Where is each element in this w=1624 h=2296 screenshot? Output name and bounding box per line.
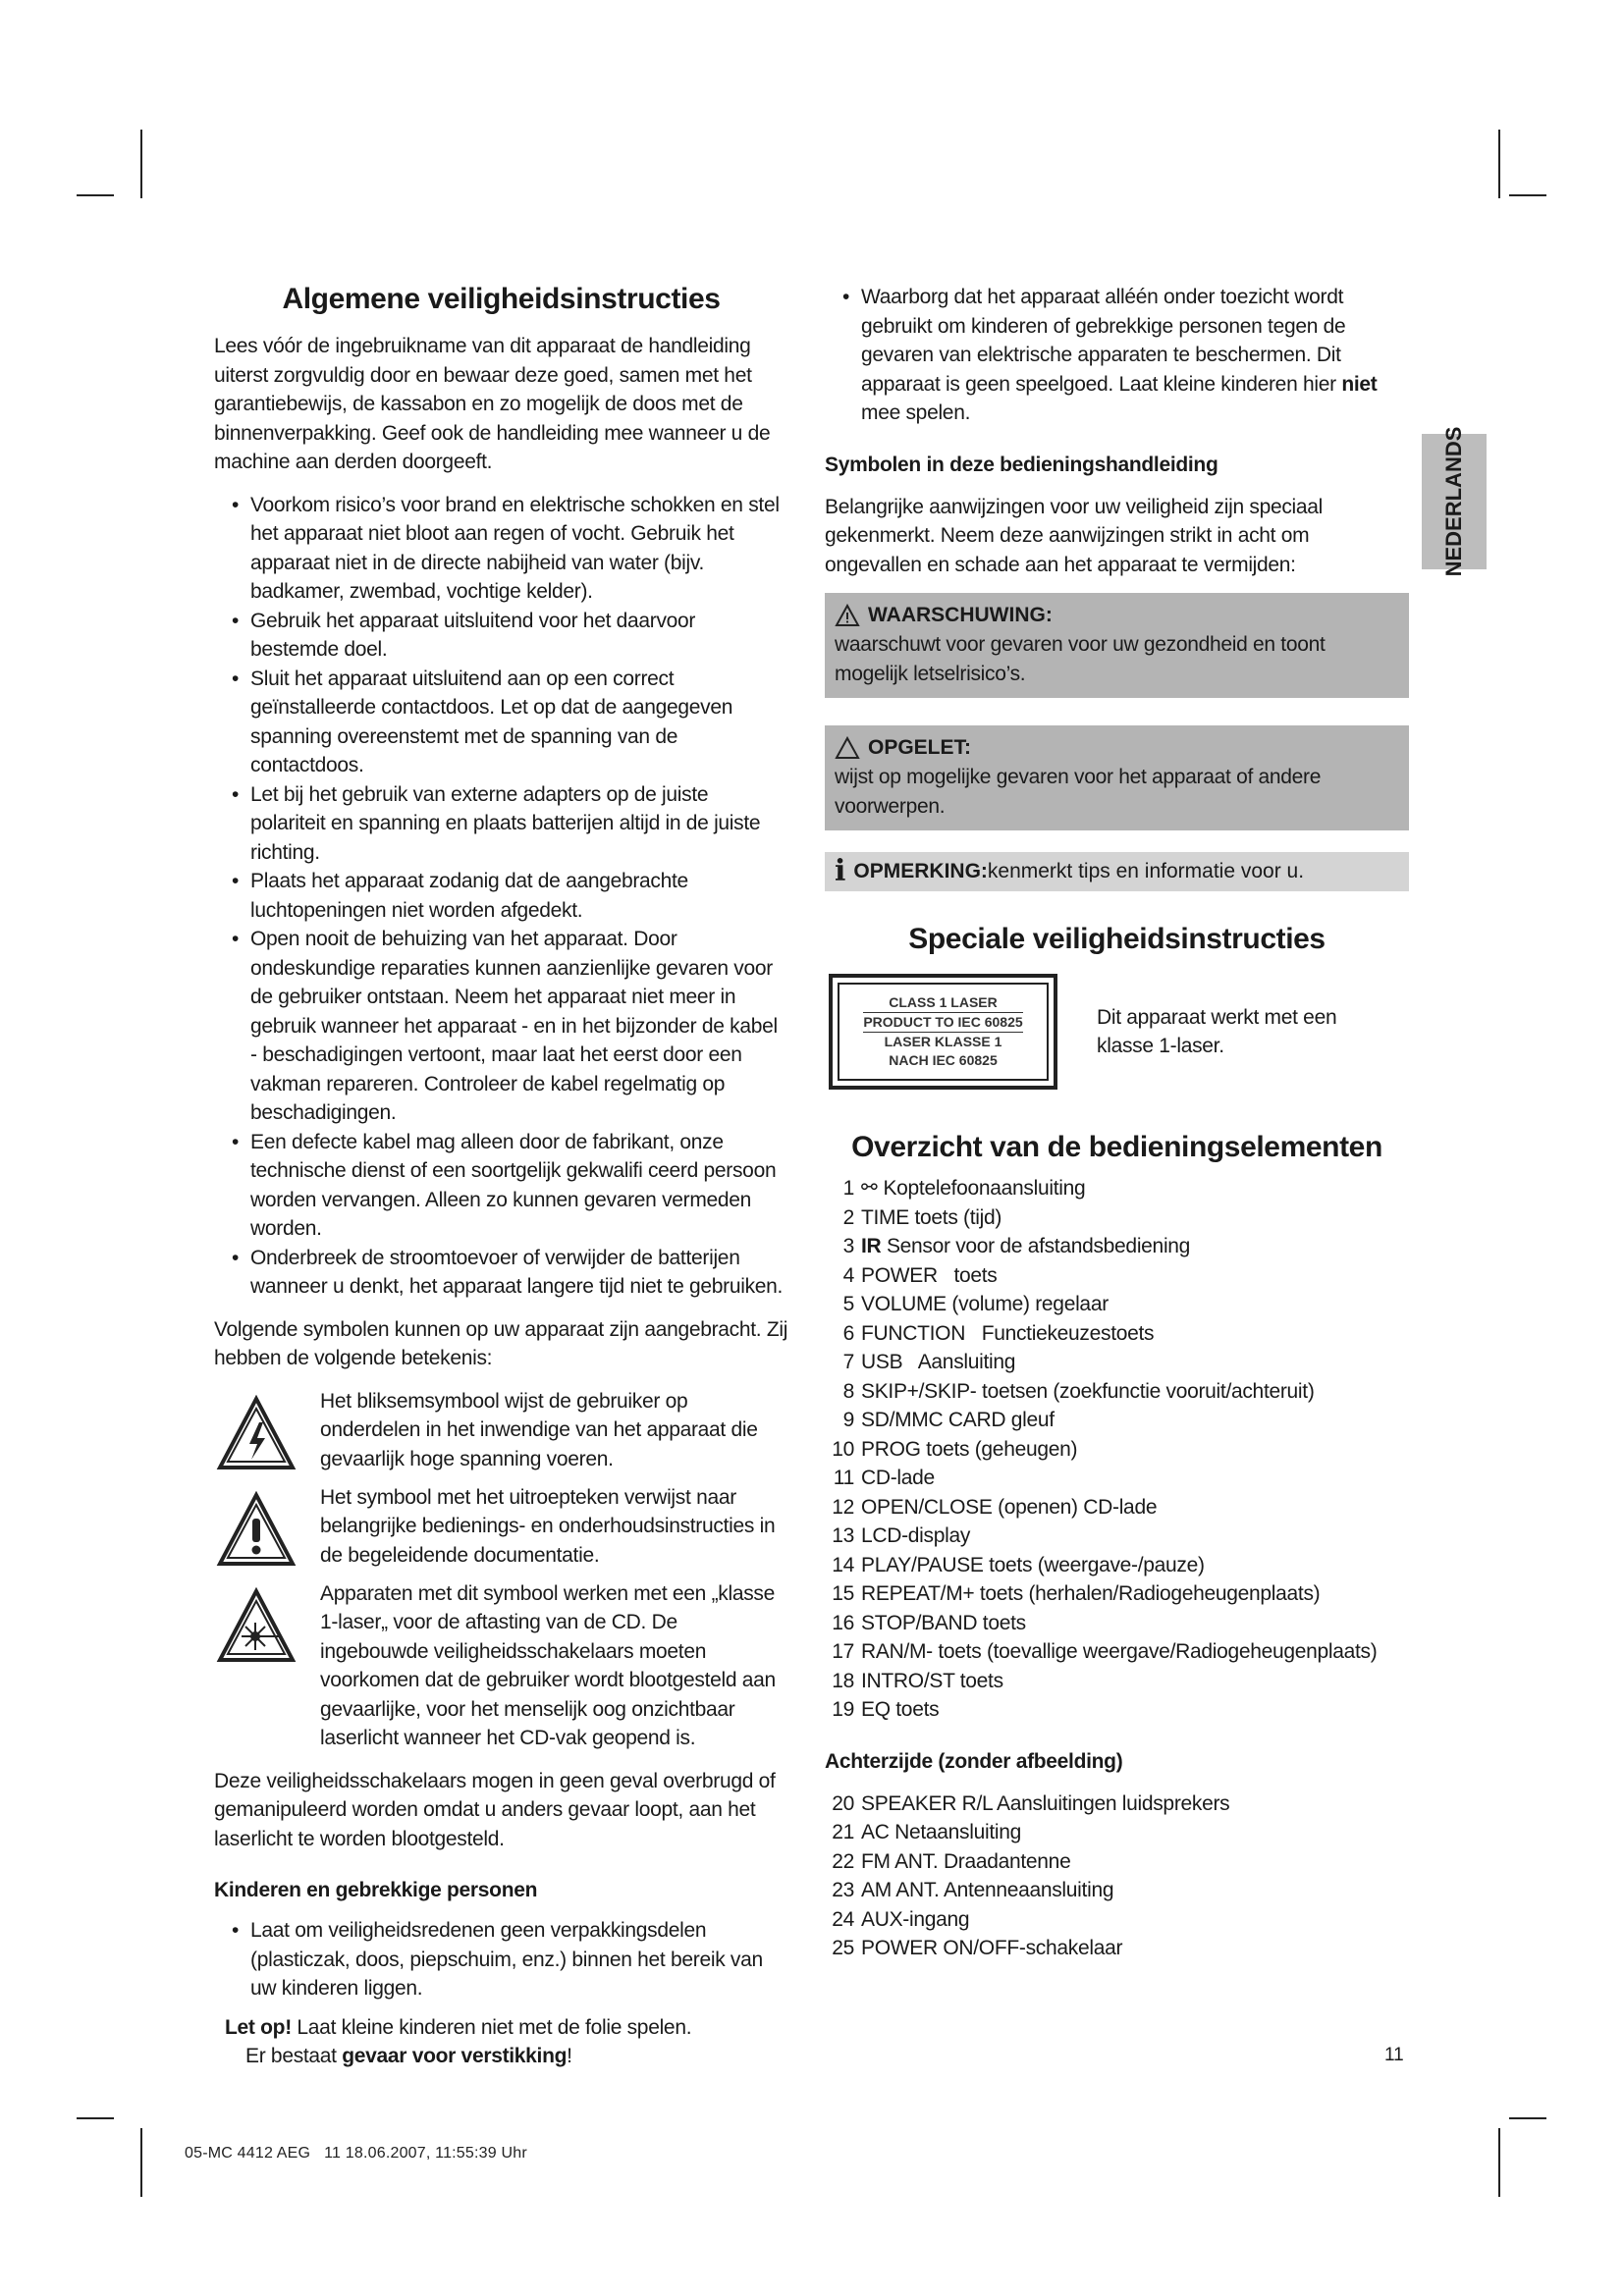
exclamation-symbol-text: Het symbool met het uitroepteken verwijst naar belangrijke bedienings- en onderhoudsinstructies in de begeleidende documentatie.: [320, 1485, 776, 1567]
caution-box: [825, 725, 1409, 830]
children-heading: Kinderen en gebrekkige personen: [214, 1879, 538, 1901]
list-item: 6 FUNCTION Functiekeuzestoets: [842, 1321, 1155, 1345]
special-title: Speciale veiligheidsinstructies: [908, 923, 1326, 955]
list-item: [825, 283, 1409, 428]
symbols-intro: Volgende symbolen kunnen op uw apparaat zijn aangebracht. Zij hebben de volgende betekenis:: [214, 1317, 788, 1369]
warning-title: WAARSCHUWING:: [868, 604, 1053, 626]
intro-paragraph: Lees vóór de ingebruikname van dit apparaat de handleiding uiterst zorgvuldig door en bewaar deze goed, samen met het garantiebewijs, de kassabon en zo mogelijk de doos met de binnenverpakking. Geef ook de handleiding mee wanneer u de machine aan derden doorgeeft.: [214, 335, 771, 473]
symbol-row-exclamation: [214, 1483, 788, 1572]
crop-mark: [77, 194, 114, 196]
note-text: kenmerkt tips en informatie voor u.: [987, 860, 1305, 882]
list-item: 22 FM ANT. Draadantenne: [832, 1849, 1071, 1873]
controls-title: Overzicht van de bedieningselementen: [851, 1131, 1382, 1163]
caution-triangle-icon: [835, 736, 860, 760]
warning-triangle-icon: [835, 604, 860, 627]
language-tab: [1422, 426, 1487, 577]
laser-text: Dit apparaat werkt met een klasse 1-laser.: [1097, 1005, 1337, 1057]
list-item: 14 PLAY/PAUSE toets (weergave-/pauze): [832, 1553, 1205, 1576]
list-item: 4 POWER toets: [842, 1263, 998, 1287]
crop-mark: [140, 130, 142, 198]
crop-mark: [1509, 2117, 1546, 2119]
list-item: • Laat om veiligheidsredenen geen verpakkingsdelen (plasticzak, doos, piepschuim, enz.) binnen het bereik van uw kinderen liggen.: [214, 1916, 788, 2003]
letop-line2-pre: Er bestaat: [245, 2045, 343, 2067]
symbols-heading: Symbolen in deze bedieningshandleiding: [825, 453, 1218, 476]
list-item: 16 STOP/BAND toets: [832, 1611, 1026, 1634]
list-item: 17 RAN/M- toets (toevallige weergave/Radiogeheugenplaats): [832, 1640, 1378, 1663]
list-item: 5 VOLUME (volume) regelaar: [842, 1293, 1109, 1315]
crop-mark: [1498, 130, 1500, 198]
crop-mark: [1509, 194, 1546, 196]
laser-class-label: [829, 974, 1057, 1090]
rear-heading: Achterzijde (zonder afbeelding): [825, 1749, 1123, 1773]
list-item: • Open nooit de behuizing van het apparaat. Door ondeskundige reparaties kunnen aanzienlijke gevaren voor de gebruiker ontstaan. Neem het apparaat niet meer in gebruik wanneer het apparaat - en in het bijzonder de kabel - beschadigingen vertoont, maar laat het eerst door een vakman repareren. Controleer de kabel regelmatig op beschadigingen.: [214, 925, 788, 1128]
list-item: 20 SPEAKER R/L Aansluitingen luidsprekers: [832, 1791, 1230, 1815]
lightning-warning-icon: [216, 1395, 297, 1475]
info-icon: i: [835, 854, 846, 888]
letop-text: Laat kleine kinderen niet met de folie spelen.: [291, 2015, 692, 2039]
caution-title: OPGELET:: [868, 736, 972, 759]
supervision-text: Waarborg dat het apparaat alléén onder toezicht wordt gebruikt om kinderen of gebrekkige personen tegen de gevaren van elektrische apparaten te beschermen. Dit apparaat is geen speelgoed. Laat kleine kinderen hier: [861, 286, 1346, 396]
letop-line-1: [214, 2013, 788, 2043]
crop-mark: [140, 2128, 142, 2197]
crop-mark: [1498, 2128, 1500, 2197]
page-number: 11: [1384, 2045, 1404, 2065]
laser-warning-icon: [216, 1587, 297, 1668]
list-item: 13 LCD-display: [832, 1524, 971, 1547]
list-item: 2 TIME toets (tijd): [842, 1205, 1002, 1229]
list-item: • Sluit het apparaat uitsluitend aan op een correct geïnstalleerde contactdoos. Let op dat de aangegeven spanning overeenstemt met de spanning van de contactdoos.: [214, 665, 788, 780]
list-item: 9 SD/MMC CARD gleuf: [842, 1409, 1055, 1431]
caution-text: wijst op mogelijke gevaren voor het apparaat of andere voorwerpen.: [835, 766, 1322, 818]
letop-line-2: [214, 2042, 788, 2071]
list-item: 11 CD-lade: [833, 1467, 935, 1489]
list-item: 12 OPEN/CLOSE (openen) CD-lade: [832, 1495, 1158, 1519]
symbol-row-laser: [214, 1579, 788, 1753]
warning-text: waarschuwt voor gevaren voor uw gezondheid en toont mogelijk letselrisico’s.: [835, 633, 1326, 685]
list-item: 21 AC Netaansluiting: [832, 1821, 1021, 1843]
list-item: • Een defecte kabel mag alleen door de fabrikant, onze technische dienst of een soortgelijk gekwalifi ceerd persoon worden vervangen. Alleen zo kunnen gevaren vermeden worden.: [214, 1128, 788, 1244]
list-item: 10 PROG toets (geheugen): [832, 1437, 1078, 1461]
laser-line: NACH IEC 60825: [889, 1052, 998, 1068]
laser-line: LASER KLASSE 1: [884, 1034, 1002, 1049]
supervision-bold: niet: [1341, 372, 1378, 396]
list-item: • Voorkom risico’s voor brand en elektrische schokken en stel het apparaat niet bloot aan regen of vocht. Gebruik het apparaat niet in de directe nabijheid van water (bijv. badkamer, zwembad, vochtige kelder).: [214, 491, 788, 607]
letop-line2-post: !: [567, 2045, 572, 2067]
supervision-bullet-list: [825, 283, 1409, 428]
supervision-post: mee spelen.: [861, 401, 971, 424]
list-item: 15 REPEAT/M+ toets (herhalen/Radiogeheugenplaats): [832, 1582, 1321, 1605]
laser-line: CLASS 1 LASER: [889, 994, 998, 1010]
list-item: 7 USB Aansluiting: [842, 1351, 1016, 1373]
list-item: 23 AM ANT. Antenneaansluiting: [832, 1879, 1114, 1901]
list-item: 24 AUX-ingang: [832, 1907, 970, 1931]
letop-line2-bold: gevaar voor verstikking: [342, 2045, 568, 2067]
note-label: OPMERKING:: [853, 860, 988, 882]
list-item: • Plaats het apparaat zodanig dat de aangebrachte luchtopeningen niet worden afgedekt.: [214, 867, 788, 925]
note-box: [825, 852, 1409, 891]
symbol-row-lightning: [214, 1387, 788, 1475]
lightning-symbol-text: Het bliksemsymbool wijst de gebruiker op onderdelen in het inwendige van het apparaat die gevaarlijk hoge spanning voeren.: [320, 1389, 758, 1470]
headphone-icon: ⚯: [861, 1177, 878, 1199]
print-footer: 05-MC 4412 AEG 11 18.06.2007, 11:55:39 Uhr: [185, 2145, 527, 2162]
warning-box: [825, 593, 1409, 698]
list-item: • Let bij het gebruik van externe adapters op de juiste polariteit en spanning en plaats batterijen altijd in de juiste richting.: [214, 780, 788, 868]
exclamation-warning-icon: [216, 1491, 297, 1572]
list-item: 1 ⚯ Koptelefoonaansluiting: [825, 1174, 1409, 1203]
list-item: 18 INTRO/ST toets: [832, 1669, 1003, 1692]
laser-row: [825, 974, 1409, 1090]
right-column: [825, 283, 1409, 1963]
list-item: 3 IR Sensor voor de afstandsbediening: [842, 1235, 1191, 1257]
children-bullet-list: [214, 1916, 788, 2003]
letop-label: Let op!: [225, 2015, 292, 2039]
controls-list: [825, 1174, 1409, 1725]
interlock-paragraph: Deze veiligheidsschakelaars mogen in geen geval overbrugd of gemanipuleerd worden omdat u anders gevaar loopt, aan het laserlicht te worden blootgesteld.: [214, 1769, 776, 1850]
laser-symbol-text: Apparaten met dit symbool werken met een „klasse 1-laser„ voor de aftasting van de CD. De ingebouwde veiligheidsschakelaars moeten voorkomen dat de gebruiker wordt blootgesteld aan gevaarlijke, voor het menselijk oog onzichtbaar laserlicht wanneer het CD-vak geopend is.: [320, 1581, 776, 1749]
crop-mark: [77, 2117, 114, 2119]
laser-line: PRODUCT TO IEC 60825: [863, 1012, 1022, 1033]
safety-bullet-list: [214, 491, 788, 1302]
list-item: 19 EQ toets: [832, 1698, 940, 1721]
list-item: 8 SKIP+/SKIP- toetsen (zoekfunctie vooruit/achteruit): [842, 1379, 1315, 1403]
list-item: 25 POWER ON/OFF-schakelaar: [832, 1937, 1123, 1959]
language-tab-label: NEDERLANDS: [1441, 426, 1466, 577]
rear-list: [825, 1789, 1409, 1963]
page-title: Algemene veiligheidsinstructies: [282, 283, 721, 315]
left-column: [214, 283, 788, 2071]
list-item: • Onderbreek de stroomtoevoer of verwijder de batterijen wanneer u denkt, het apparaat langere tijd niet te gebruiken.: [214, 1244, 788, 1302]
list-item: • Gebruik het apparaat uitsluitend voor het daarvoor bestemde doel.: [214, 607, 788, 665]
symbols-paragraph: Belangrijke aanwijzingen voor uw veiligheid zijn speciaal gekenmerkt. Neem deze aanwijzingen strikt in acht om ongevallen en schade aan het apparaat te vermijden:: [825, 495, 1324, 576]
